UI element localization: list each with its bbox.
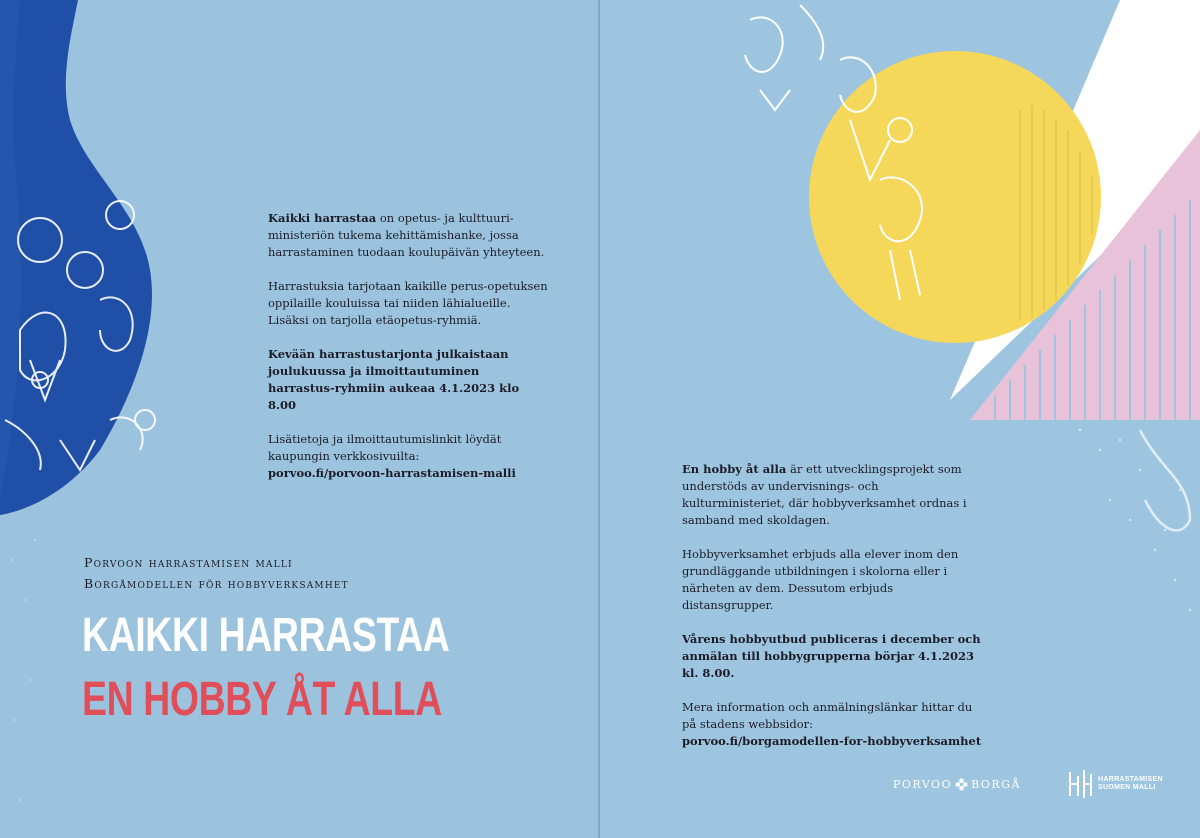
title-sv: EN HOBBY ÅT ALLA (82, 673, 442, 726)
right-page (600, 0, 1200, 838)
porvoo-borga-logo: PORVOO BORGÅ (893, 778, 1021, 791)
left-paragraph-2: Harrastuksia tarjotaan kaikille perus-opetuksen oppilaille kouluissa tai niiden lähialueille. Lisäksi on tarjolla etäopetus-ryhmiä. (268, 279, 548, 327)
subtitle (84, 552, 349, 594)
left-paragraph-1: Kaikki harrastaa on opetus- ja kulttuuri-ministeriön tukema kehittämishanke, jossa harrastaminen tuodaan koulupäivän yhteyteen. (268, 211, 545, 259)
left-body-text (268, 210, 548, 499)
left-paragraph-3: Kevään harrastustarjonta julkaistaan joulukuussa ja ilmoittautuminen harrastus-ryhmiin aukeaa 4.1.2023 klo 8.00 (268, 347, 520, 412)
title-fi: KAIKKI HARRASTAA (82, 609, 450, 662)
right-body-text (682, 461, 982, 767)
left-link[interactable]: porvoo.fi/porvoon-harrastamisen-malli (268, 466, 516, 480)
harrastamisen-mark-icon (1064, 768, 1094, 800)
spray-dots (1079, 429, 1191, 611)
horse-doodle-icon (1140, 430, 1190, 530)
left-page (0, 0, 598, 838)
subtitle-fi: Porvoon harrastamisen malli (84, 555, 293, 570)
spray-texture (7, 539, 41, 801)
right-paragraph-3: Vårens hobbyutbud publiceras i december och anmälan till hobbygrupperna börjar 4.1.2023 kl. 8.00. (682, 632, 981, 680)
right-link[interactable]: porvoo.fi/borgamodellen-for-hobbyverksamhet (682, 734, 982, 748)
harrastamisen-logo: HARRASTAMISEN SUOMEN MALLI (1064, 768, 1163, 800)
left-paragraph-4: Lisätietoja ja ilmoittautumislinkit löydät kaupungin verkkosivuilta: porvoo.fi/porvoon-harrastamisen-malli (268, 432, 516, 480)
flower-icon (955, 778, 968, 791)
yellow-sun (809, 51, 1101, 343)
right-paragraph-2: Hobbyverksamhet erbjuds alla elever inom den grundläggande utbildningen i skolorna eller i närheten av dem. Dessutom erbjuds distansgrupper. (682, 547, 959, 612)
subtitle-sv: Borgåmodellen för hobbyverksamhet (84, 576, 349, 591)
blue-shape (0, 0, 152, 515)
right-paragraph-1: En hobby åt alla är ett utvecklingsprojekt som understöds av undervisnings- och kulturministeriet, där hobbyverksamhet ordnas i samband med skoldagen. (682, 462, 967, 527)
right-paragraph-4: Mera information och anmälningslänkar hittar du på stadens webbsidor: porvoo.fi/borgamodellen-for-hobbyverksamhet (682, 700, 982, 748)
